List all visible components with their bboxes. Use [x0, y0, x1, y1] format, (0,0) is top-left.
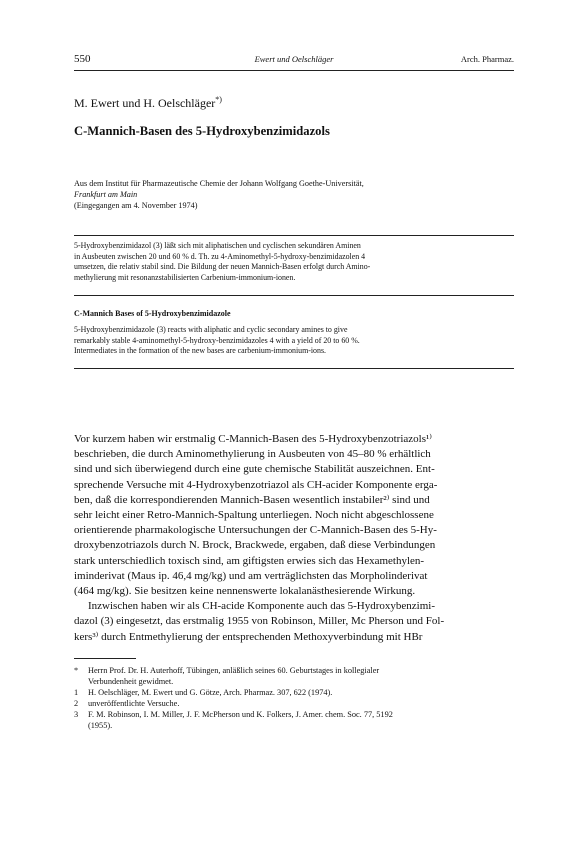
institution-block — [74, 178, 514, 212]
body-line: droxybenzotriazols durch N. Brock, Brackwede, ergaben, daß diese Verbindungen — [74, 539, 436, 552]
institution-city: Frankfurt am Main — [74, 190, 138, 200]
footnotes — [74, 665, 514, 731]
abstract-line: in Ausbeuten zwischen 20 und 60 % d. Th. zu 4-Aminomethyl-5-hydroxy-benzimidazolen 4 — [74, 251, 366, 261]
body-line: beschrieben, die durch Aminomethylierung in Ausbeuten von 45–80 % erhältlich — [74, 448, 431, 461]
abstract-line: Intermediates in the formation of the new bases are carbenium-immonium-ions. — [74, 346, 326, 356]
running-header — [74, 53, 514, 69]
body-line: dazol (3) eingesetzt, das erstmalig 1955 von Robinson, Miller, Mc Pherson und Fol- — [74, 615, 445, 628]
abstract-top-rule — [74, 235, 514, 236]
running-title: Ewert und Oelschläger — [254, 54, 334, 64]
abstract-bottom-rule — [74, 368, 514, 369]
footnote-marker: 3 — [74, 710, 79, 719]
footnote-line: unveröffentlichte Versuche. — [88, 699, 180, 708]
abstract-line: remarkably stable 4-aminomethyl-5-hydroxy-benzimidazoles 4 with a yield of 20 to 60 %. — [74, 335, 360, 345]
abstract-divider — [74, 295, 514, 296]
body-line: sind und sich überwiegend durch eine gute chemische Stabilität auszeichnen. Ent- — [74, 463, 435, 476]
footnote-marker: 1 — [74, 688, 79, 697]
english-abstract-title: C-Mannich Bases of 5-Hydroxybenzimidazole — [74, 309, 231, 318]
received-date: (Eingegangen am 4. November 1974) — [74, 201, 198, 211]
footnote — [74, 687, 514, 698]
abstract-english — [74, 325, 514, 357]
body-line: kers³⁾ durch Entmethylierung der entsprechenden Methoxyverbindung mit HBr — [74, 630, 423, 643]
footnote-marker: 2 — [74, 699, 79, 708]
body-line: (464 mg/kg). Sie besitzen keine nennenswerte lokalanästhesierende Wirkung. — [74, 585, 416, 598]
body-line: iminderivat (Maus ip. 46,4 mg/kg) und am verträglichsten das Morpholinderivat — [74, 569, 428, 582]
footnote — [74, 665, 514, 687]
body-line: orientierende pharmakologische Untersuchungen der C-Mannich-Basen des 5-Hy- — [74, 524, 437, 537]
author-line — [74, 95, 222, 111]
journal-abbreviation: Arch. Pharmaz. — [460, 54, 514, 64]
abstract-line: methylierung mit resonanzstabilisierten Carbenium-immonium-ionen. — [74, 272, 296, 282]
dedication-mark: *) — [215, 95, 222, 104]
article-title: C-Mannich-Basen des 5-Hydroxybenzimidazols — [74, 124, 330, 138]
abstract-line: umsetzen, die relativ stabil sind. Die Bildung der neuen Mannich-Basen erfolgt durch Amino- — [74, 262, 371, 272]
body-text — [74, 432, 514, 645]
body-line: sprechende Versuche mit 4-Hydroxybenzotriazol als CH-acider Komponente erga- — [74, 478, 438, 491]
footnote-line: Herrn Prof. Dr. H. Auterhoff, Tübingen, anläßlich seines 60. Geburtstages in kollegialer — [88, 666, 380, 675]
footnote-line: F. M. Robinson, I. M. Miller, J. F. McPherson und K. Folkers, J. Amer. chem. Soc. 77, 5192 — [88, 710, 393, 719]
footnote-marker: * — [74, 666, 79, 675]
footnote-line: (1955). — [88, 721, 113, 730]
header-rule — [74, 70, 514, 71]
footnote — [74, 709, 514, 731]
abstract-line: 5-Hydroxybenzimidazol (3) läßt sich mit aliphatischen und cyclischen sekundären Aminen — [74, 241, 361, 250]
author-names: M. Ewert und H. Oelschläger — [74, 96, 216, 110]
footnote — [74, 698, 514, 709]
abstract-german — [74, 241, 514, 283]
abstract-line: 5-Hydroxybenzimidazole (3) reacts with aliphatic and cyclic secondary amines to give — [74, 325, 348, 334]
body-line: Vor kurzem haben wir erstmalig C-Mannich-Basen des 5-Hydroxybenzotriazols¹⁾ — [74, 433, 433, 445]
body-line: Inzwischen haben wir als CH-acide Komponente auch das 5-Hydroxybenzimi- — [88, 600, 435, 613]
page-number: 550 — [74, 53, 91, 65]
body-line: stark unterschiedlich toxisch sind, am giftigsten erwies sich das Hexamethylen- — [74, 554, 425, 567]
body-line: sehr leicht einer Retro-Mannich-Spaltung unterliegen. Noch nicht abgeschlossene — [74, 509, 434, 522]
footnote-line: H. Oelschläger, M. Ewert und G. Götze, Arch. Pharmaz. 307, 622 (1974). — [88, 688, 333, 697]
institution-line: Aus dem Institut für Pharmazeutische Chemie der Johann Wolfgang Goethe-Universität, — [74, 179, 364, 188]
footnote-line: Verbundenheit gewidmet. — [88, 677, 174, 686]
body-line: ben, daß die korrespondierenden Mannich-Basen wesentlich instabiler²⁾ sind und — [74, 493, 430, 506]
footnote-rule — [74, 658, 136, 659]
